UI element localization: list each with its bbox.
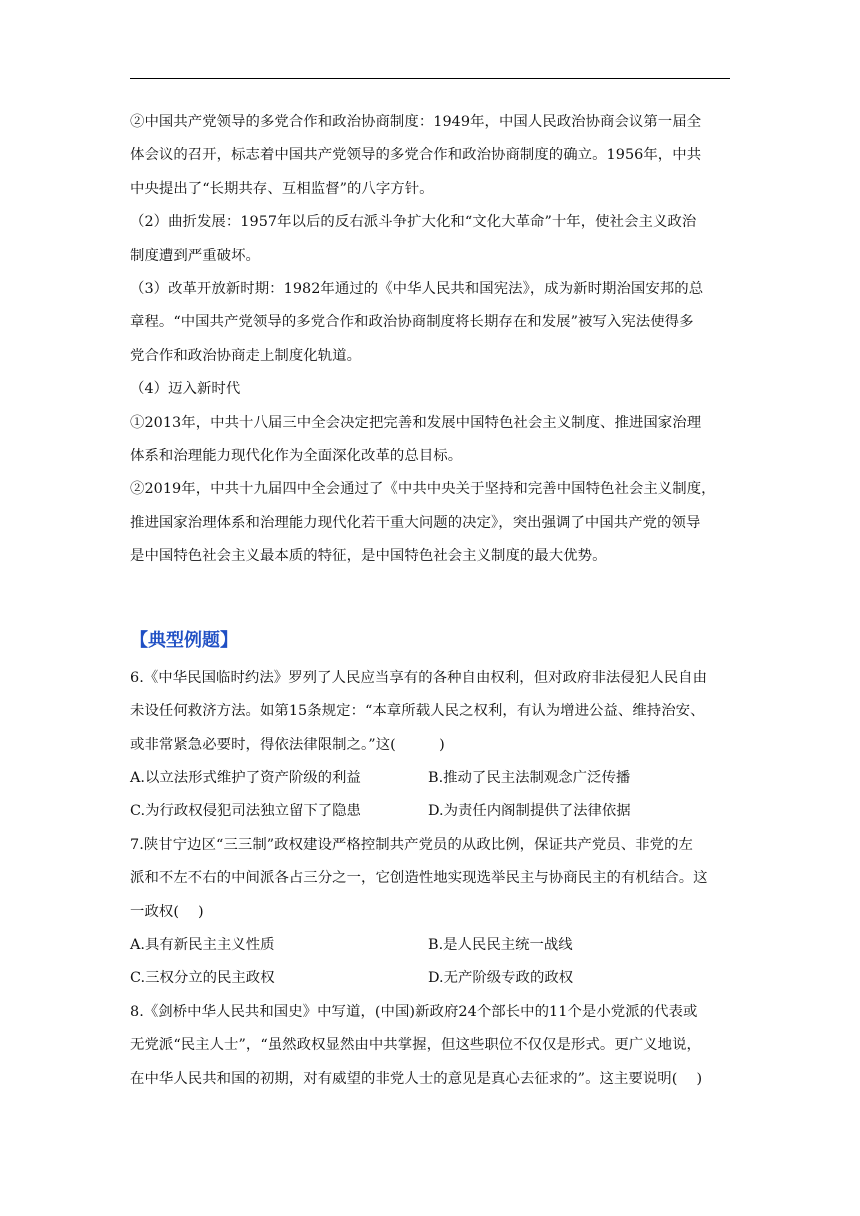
text-line: （3）改革开放新时期：1982年通过的《中华人民共和国宪法》，成为新时期治国安邦的总 — [130, 281, 704, 298]
options-row — [130, 795, 735, 828]
option-c: C.三权分立的民主政权 — [130, 970, 275, 987]
question-line: 或非常紧急必要时，得依法律限制之。”这( ) — [130, 736, 445, 753]
text-line: 党合作和政治协商走上制度化轨道。 — [130, 347, 362, 364]
question-line: 6.《中华民国临时约法》罗列了人民应当享有的各种自由权利，但对政府非法侵犯人民自由 — [130, 669, 708, 686]
text-line: 体会议的召开，标志着中国共产党领导的多党合作和政治协商制度的确立。1956年，中共 — [130, 147, 702, 164]
section-title: 【典型例题】 — [130, 629, 238, 651]
text-line: ②中国共产党领导的多党合作和政治协商制度：1949年，中国人民政治协商会议第一届全 — [130, 114, 702, 130]
text-line: 中央提出了“长期共存、互相监督”的八字方针。 — [130, 180, 434, 197]
question-8 — [130, 996, 735, 1096]
document-body — [130, 106, 735, 1096]
question-line: 派和不左不右的中间派各占三分之一，它创造性地实现选举民主与协商民主的有机结合。这 — [130, 870, 708, 887]
question-line: 8.《剑桥中华人民共和国史》中写道，(中国)新政府24个部长中的11个是小党派的代表或 — [130, 1003, 698, 1020]
text-line: 是中国特色社会主义最本质的特征，是中国特色社会主义制度的最大优势。 — [130, 548, 607, 565]
question-7 — [130, 829, 735, 996]
options-row — [130, 962, 735, 995]
text-line: ②2019年，中共十九届四中全会通过了《中共中央关于坚持和完善中国特色社会主义制度， — [130, 481, 716, 498]
question-6 — [130, 662, 735, 829]
text-line: 推进国家治理体系和治理能力现代化若干重大问题的决定》，突出强调了中国共产党的领导 — [130, 514, 701, 531]
text-line: （2）曲折发展：1957年以后的反右派斗争扩大化和“文化大革命”十年，使社会主义政治 — [130, 214, 697, 231]
question-line: 在中华人民共和国的初期，对有威望的非党人士的意见是真心去征求的”。这主要说明( ) — [130, 1070, 703, 1087]
option-a: A.具有新民主主义性质 — [130, 936, 275, 953]
option-c: C.为行政权侵犯司法独立留下了隐患 — [130, 803, 361, 820]
question-line: 7.陕甘宁边区“三三制”政权建设严格控制共产党员的从政比例，保证共产党员、非党的左 — [130, 836, 693, 853]
option-d: D.无产阶级专政的政权 — [428, 970, 574, 987]
option-b: B.推动了民主法制观念广泛传播 — [428, 769, 631, 786]
text-line: （4）迈入新时代 — [130, 381, 241, 398]
header-rule — [130, 78, 730, 79]
text-line: ①2013年，中共十八届三中全会决定把完善和发展中国特色社会主义制度、推进国家治理 — [130, 414, 702, 431]
option-a: A.以立法形式维护了资产阶级的利益 — [130, 769, 361, 786]
question-line: 一政权( ) — [130, 903, 204, 920]
option-b: B.是人民民主统一战线 — [428, 936, 573, 953]
options-row — [130, 762, 735, 795]
text-line: 制度遭到严重破坏。 — [130, 247, 260, 264]
question-line: 未设任何救济方法。如第15条规定：“本章所载人民之权利，有认为增进公益、维持治安、 — [130, 703, 705, 720]
question-line: 无党派“民主人士”，“虽然政权显然由中共掌握，但这些职位不仅仅是形式。更广义地说， — [130, 1037, 701, 1054]
option-d: D.为责任内阁制提供了法律依据 — [428, 803, 631, 820]
text-line: 章程。“中国共产党领导的多党合作和政治协商制度将长期存在和发展”被写入宪法使得多 — [130, 314, 694, 331]
text-line: 体系和治理能力现代化作为全面深化改革的总目标。 — [130, 448, 463, 465]
options-row — [130, 929, 735, 962]
